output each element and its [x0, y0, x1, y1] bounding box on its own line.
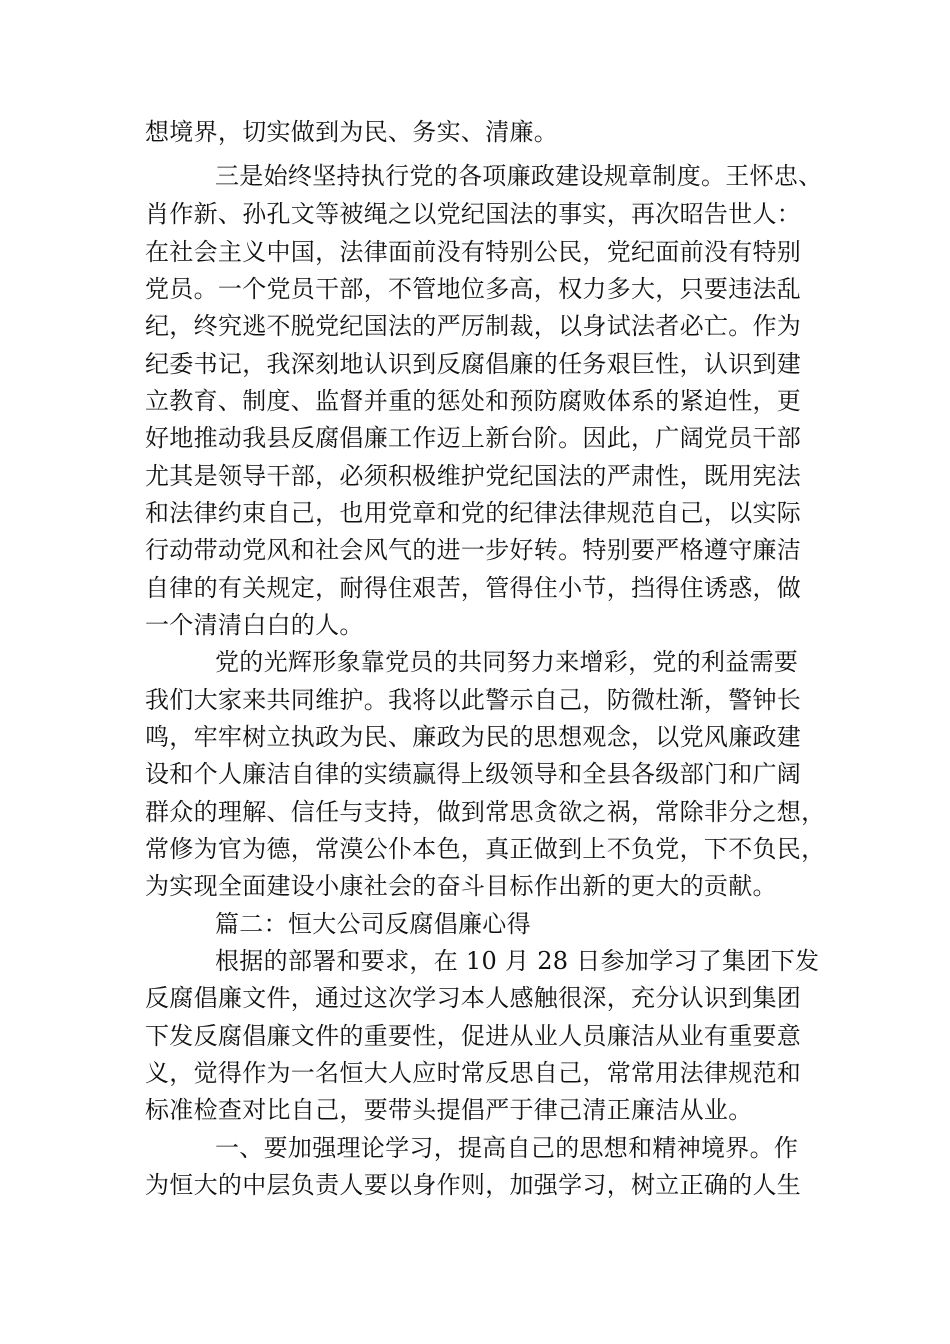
- text-line: 好地推动我县反腐倡廉工作迈上新台阶。因此，广阔党员干部: [145, 424, 802, 452]
- text-line: 标准检查对比自己，要带头提倡严于律己清正廉洁从业。: [145, 1096, 753, 1124]
- text-line: 尤其是领导干部，必须积极维护党纪国法的严肃性，既用宪法: [145, 462, 802, 490]
- text-line: 为实现全面建设小康社会的奋斗目标作出新的更大的贡献。: [145, 872, 777, 900]
- text-line: 群众的理解、信任与支持，做到常思贪欲之祸，常除非分之想，: [145, 798, 826, 826]
- text-line: 一个清清白白的人。: [145, 611, 364, 639]
- text-line: 立教育、制度、监督并重的惩处和预防腐败体系的紧迫性，更: [145, 387, 802, 415]
- text-line: 党员。一个党员干部，不管地位多高，权力多大，只要违法乱: [145, 275, 802, 303]
- text-line: 在社会主义中国，法律面前没有特别公民，党纪面前没有特别: [145, 238, 802, 266]
- text-line: 鸣，牢牢树立执政为民、廉政为民的思想观念，以党风廉政建: [145, 723, 802, 751]
- text-line: 反腐倡廉文件，通过这次学习本人感触很深，充分认识到集团: [145, 984, 802, 1012]
- text-line: 纪委书记，我深刻地认识到反腐倡廉的任务艰巨性，认识到建: [145, 350, 802, 378]
- text-line: 想境界，切实做到为民、务实、清廉。: [145, 118, 559, 146]
- section-heading: 篇二：恒大公司反腐倡廉心得: [215, 910, 531, 938]
- text-line: 和法律约束自己，也用党章和党的纪律法律规范自己，以实际: [145, 499, 802, 527]
- text-line: 纪，终究逃不脱党纪国法的严厉制裁，以身试法者必亡。作为: [145, 312, 802, 340]
- text-line: 下发反腐倡廉文件的重要性，促进从业人员廉洁从业有重要意: [145, 1022, 802, 1050]
- text-line: 我们大家来共同维护。我将以此警示自己，防微杜渐，警钟长: [145, 686, 802, 714]
- text-line: 设和个人廉洁自律的实绩赢得上级领导和全县各级部门和广阔: [145, 760, 802, 788]
- paragraph-start-line: 党的光辉形象靠党员的共同努力来增彩，党的利益需要: [215, 648, 799, 676]
- text-line: 自律的有关规定，耐得住艰苦，管得住小节，挡得住诱惑，做: [145, 574, 802, 602]
- text-line: 义，觉得作为一名恒大人应时常反思自己，常常用法律规范和: [145, 1059, 802, 1087]
- paragraph-start-line: 根据的部署和要求，在 10 月 28 日参加学习了集团下发: [215, 947, 820, 975]
- text-line: 常修为官为德，常漠公仆本色，真正做到上不负党，下不负民，: [145, 835, 826, 863]
- text-line: 为恒大的中层负责人要以身作则，加强学习，树立正确的人生: [145, 1171, 802, 1199]
- paragraph-start-line: 三是始终坚持执行党的各项廉政建设规章制度。王怀忠、: [215, 162, 823, 190]
- text-line: 肖作新、孙孔文等被绳之以党纪国法的事实，再次昭告世人：: [145, 200, 802, 228]
- paragraph-start-line: 一、要加强理论学习，提高自己的思想和精神境界。作: [215, 1134, 799, 1162]
- text-line: 行动带动党风和社会风气的进一步好转。特别要严格遵守廉洁: [145, 536, 802, 564]
